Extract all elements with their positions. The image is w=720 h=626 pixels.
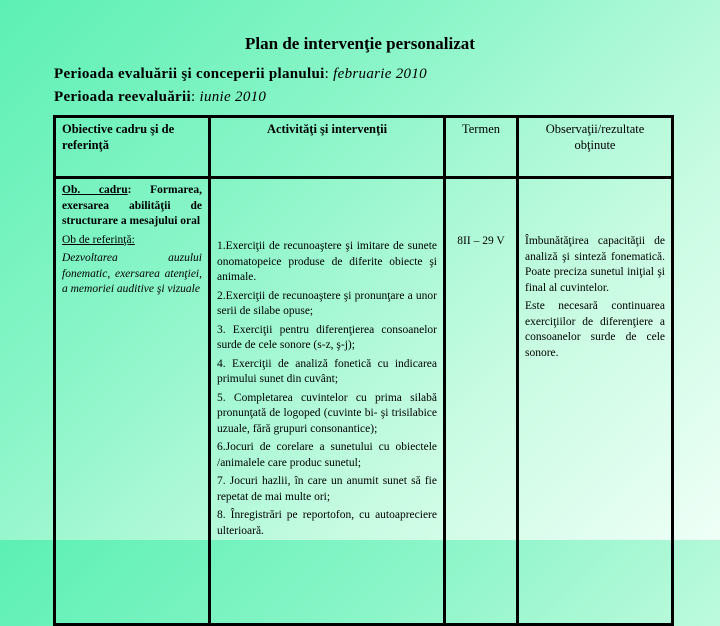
activities-cell [210,178,445,625]
objectives-cell: Ob. cadru: Formarea, exersarea abilităţii de structurare a mesajului oral Ob de referinţă: Dezvoltarea auzului fonematic, exersarea atenţiei, a memoriei auditive şi vizuale [55,178,210,625]
header-activities: Activităţi şi intervenţii [210,117,445,178]
header-objectives: Obiective cadru şi de referinţă [55,117,210,178]
reevaluation-period-value: iunie 2010 [199,89,267,105]
reevaluation-period-label: Perioada reevaluării [54,89,191,105]
activity-item: 1.Exerciţii de recunoaştere şi imitare de sunete onomatopeice produse de diferite obiecte şi animale. [217,240,437,283]
observation-item: Este necesară continuarea exerciţiilor de diferenţiere a consoanelor surde de cele sonore. [525,300,665,359]
activity-item: 4. Exerciţii de analiză fonetică cu indicarea primului sunet din cuvânt; [217,357,437,385]
evaluation-period-label: Perioada evaluării şi conceperii planului [54,66,325,82]
evaluation-period: Perioada evaluării şi conceperii planului: februarie 2010 [54,66,427,82]
objective-cadru-text: Formarea, exersarea abilităţii de structurare a mesajului oral [62,184,202,227]
objective-cadru-label: Ob. cadru [62,184,128,196]
activity-item: 7. Jocuri hazlii, în care un anumit sunet să fie repetat de mai multe ori; [217,475,437,503]
objective-ref-label: Ob de referinţă: [62,233,135,246]
activity-item: 5. Completarea cuvintelor cu prima silabă pronunţată de logoped (cuvinte bi- şi trisilabice uzuale, fără grupuri consonantice); [217,391,437,435]
header-term: Termen [445,117,518,178]
evaluation-period-value: februarie 2010 [333,66,427,82]
activity-item: 6.Jocuri de corelare a sunetului cu obiectele /animalele care produc sunetul; [217,441,437,469]
header-observations: Observaţii/rezultate obţinute [518,117,673,178]
page-title: Plan de intervenţie personalizat [245,34,475,53]
intervention-table [53,115,674,626]
activity-item: 2.Exerciţii de recunoaştere şi pronunţare a unor serii de silabe opuse; [217,289,437,317]
observations-cell [518,178,673,625]
activity-item: 8. Înregistrări pe reportofon, cu autoapreciere ulterioară. [217,509,437,537]
reevaluation-period: Perioada reevaluării: iunie 2010 [54,89,267,105]
term-cell: 8II – 29 V [445,178,518,625]
observation-item: Îmbunătăţirea capacităţii de analiză şi sinteză fonematică. Poate preciza sunetul iniţial şi final al cuvintelor. [525,235,665,294]
activity-item: 3. Exerciţii pentru diferenţierea consoanelor surde de cele sonore (s-z, ş-j); [217,323,437,351]
table-header-row [55,117,673,178]
table-row [55,178,673,625]
objective-ref-text: Dezvoltarea auzului fonematic, exersarea atenţiei, a memoriei auditive şi vizuale [62,252,202,295]
